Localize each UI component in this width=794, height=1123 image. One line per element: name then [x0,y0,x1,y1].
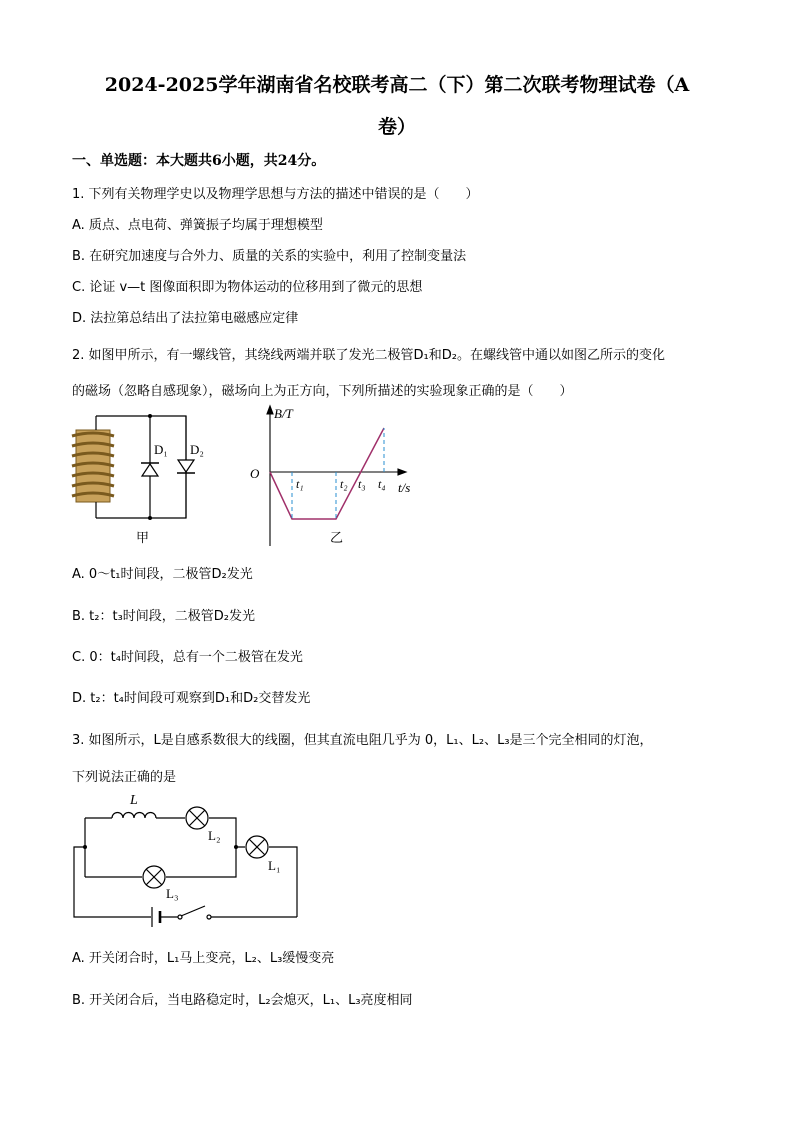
figure-yi-bt-graph [244,404,424,549]
diode-d1-label: D₁ [154,442,168,457]
q1-stem: 1. 下列有关物理学史以及物理学思想与方法的描述中错误的是（ ） [72,187,479,202]
figure-q3-circuit [68,790,308,925]
bulb-l2-symbol [186,807,208,829]
diode-d2-label: D₂ [190,442,204,457]
q2-stem-line1: 2. 如图甲所示，有一螺线管，其绕线两端并联了发光二极管D₁和D₂。在螺线管中通以如图乙所示的变化 [72,348,665,363]
q2-option-c: C. 0：t₄时间段，总有一个二极管在发光 [72,650,303,665]
q3-option-b: B. 开关闭合后，当电路稳定时，L₂会熄灭，L₁、L₃亮度相同 [72,993,413,1008]
diode-d1-symbol [141,463,159,476]
tick-label-t1: t₁ [296,477,304,491]
tick-label-t3: t₃ [358,477,366,491]
tick-label-t4: t₄ [378,477,386,491]
switch-symbol [178,906,211,919]
axis-label-t: t/s [398,480,411,495]
q2-option-d: D. t₂：t₄时间段可观察到D₁和D₂交替发光 [72,691,311,706]
figure-jia-solenoid-circuit [66,408,226,548]
bulb-l2-label: L₂ [208,828,221,843]
figure-jia-caption: 甲 [136,530,150,545]
q2-option-a: A. 0～t₁时间段，二极管D₂发光 [72,567,253,582]
exam-title-line1: 2024-2025学年湖南省名校联考高二（下）第二次联考物理试卷（A [104,74,690,96]
q1-option-c: C. 论证 v—t 图像面积即为物体运动的位移用到了微元的思想 [72,280,423,295]
q1-option-a: A. 质点、点电荷、弹簧振子均属于理想模型 [72,218,323,233]
bulb-l3-symbol [143,866,165,888]
q3-stem-line1: 3. 如图所示，L是自感系数很大的线圈，但其直流电阻几乎为 0，L₁、L₂、L₃是三个完全相同的灯泡， [72,733,653,748]
q1-option-d: D. 法拉第总结出了法拉第电磁感应定律 [72,311,299,326]
bulb-l1-symbol [246,836,268,858]
q3-stem-line2: 下列说法正确的是 [72,770,177,785]
bulb-l3-label: L₃ [166,886,179,901]
section-heading: 一、单选题：本大题共6小题，共24分。 [72,153,326,169]
q2-option-b: B. t₂：t₃时间段，二极管D₂发光 [72,609,256,624]
diode-d2-symbol [177,460,195,473]
b-field-curve [270,428,384,519]
figure-yi-caption: 乙 [330,530,344,545]
q3-option-a: A. 开关闭合时，L₁马上变亮，L₂、L₃缓慢变亮 [72,951,335,966]
origin-label: O [250,466,260,481]
exam-title-line2: 卷） [377,116,416,138]
q2-stem-line2: 的磁场（忽略自感现象），磁场向上为正方向，下列所描述的实验现象正确的是（ ） [72,384,573,399]
battery-symbol [152,907,160,927]
solenoid-core [76,430,110,502]
bulb-l1-label: L₁ [268,858,281,873]
inductor-label: L [130,793,138,808]
q1-option-b: B. 在研究加速度与合外力、质量的关系的实验中，利用了控制变量法 [72,249,467,264]
axis-label-b: B/T [274,406,293,421]
tick-label-t2: t₂ [340,477,348,491]
